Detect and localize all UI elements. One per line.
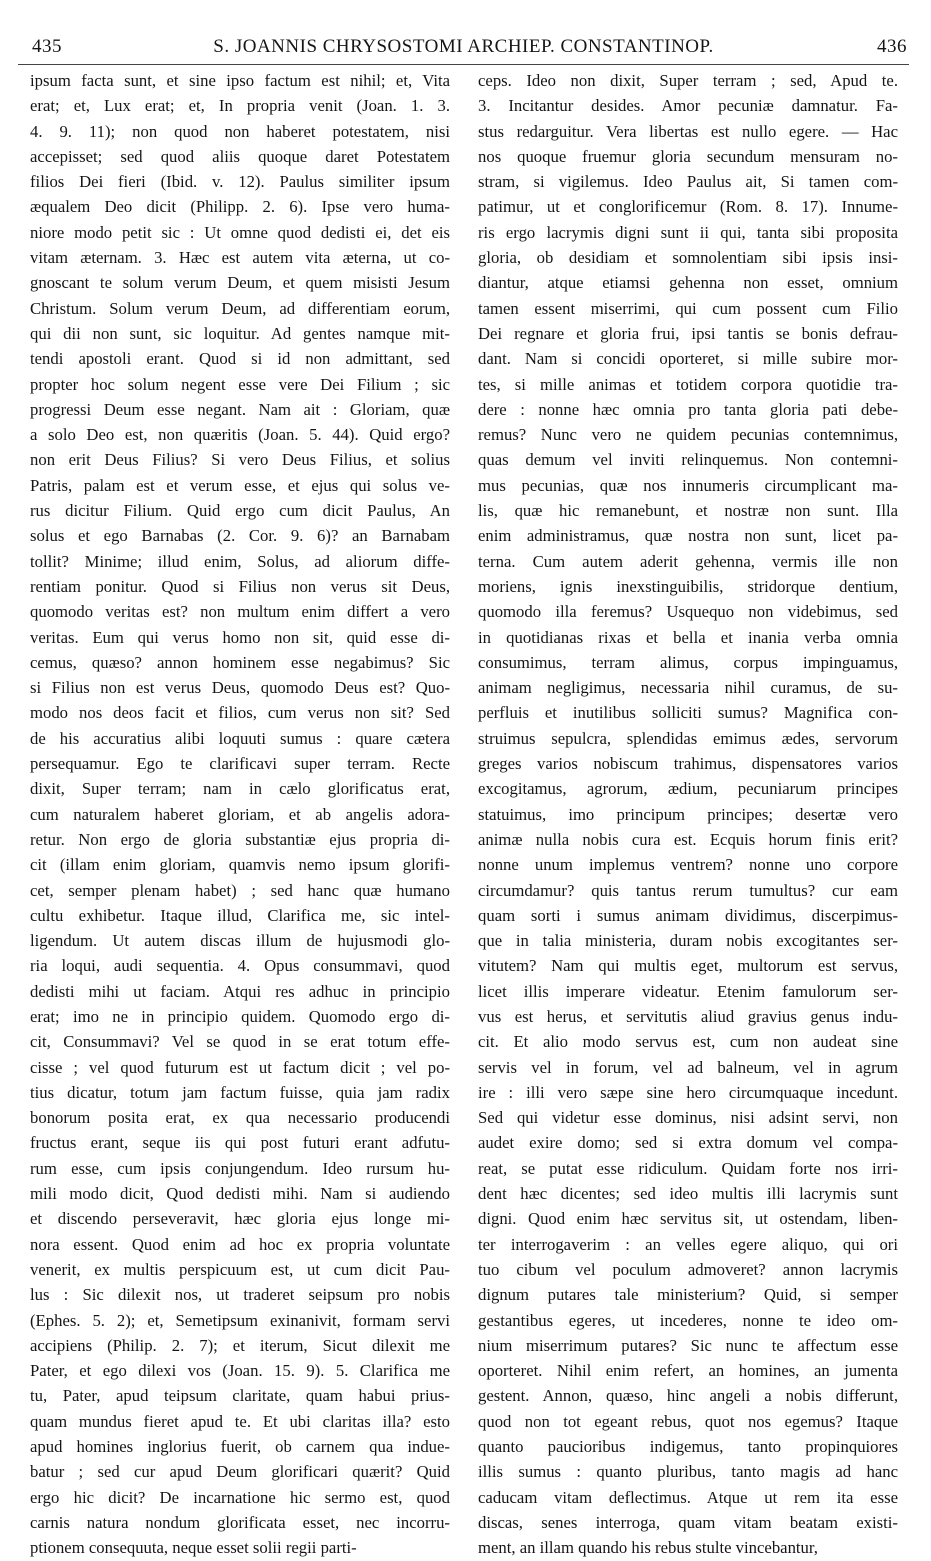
text-line: remus? Nunc vero ne quidem pecunias contemnimus, bbox=[478, 425, 898, 445]
text-line: terna. Cum autem aderit gehenna, vermis ille non bbox=[478, 551, 898, 571]
text-line: cisse ; vel quod futurum est ut factum dicit ; vel po- bbox=[30, 1057, 450, 1077]
text-line: nos quoque fruemur gloria secundum mensuram no- bbox=[478, 146, 898, 166]
running-title: S. JOANNIS CHRYSOSTOMI ARCHIEP. CONSTANTINOP. bbox=[213, 36, 714, 57]
text-line: cum naturalem haberet gloriam, et ab angelis adora- bbox=[30, 804, 450, 824]
text-line: Patris, palam est et verum esse, et ejus qui solus ve- bbox=[30, 475, 450, 495]
text-line: bonorum posita erat, ex qua necessario producendi bbox=[30, 1108, 450, 1128]
text-line: rus dicitur Filium. Quid ergo cum dicit Paulus, An bbox=[30, 501, 450, 521]
text-line: statuimus, imo principum principes; desertæ vero bbox=[478, 804, 898, 824]
text-line: ceps. Ideo non dixit, Super terram ; sed, Apud te. bbox=[478, 71, 898, 90]
text-line: de his accuratius alibi loquuti sumus : quare cætera bbox=[30, 728, 450, 748]
text-line: solus et ego Barnabas (2. Cor. 9. 6)? an Barnabam bbox=[30, 526, 450, 546]
text-line: mus pecunias, quæ nos innumeris circumplicant ma- bbox=[478, 475, 898, 495]
text-line: æqualem Deo dicit (Philipp. 2. 6). Ipse vero huma- bbox=[30, 197, 450, 217]
page-number-left: 435 bbox=[32, 36, 62, 57]
text-line: nonne unum implemus ventrem? nonne uno corpore bbox=[478, 855, 898, 875]
text-line: cit (illam enim gloriam, quamvis nemo ipsum glorifi- bbox=[30, 855, 450, 875]
text-line: quam mundus fieret apud te. Et ubi claritas illa? esto bbox=[30, 1411, 450, 1431]
text-line: quod non tot egeant rebus, quot nos egemus? Itaque bbox=[478, 1411, 898, 1431]
text-line: (Ephes. 5. 2); et, Semetipsum exinanivit, formam servi bbox=[30, 1310, 450, 1330]
text-line: 3. Incitantur desides. Amor pecuniæ damnatur. Fa- bbox=[478, 96, 898, 116]
text-line: accepisset; sed quod aliis quoque daret Potestatem bbox=[30, 146, 450, 166]
text-line: circumdamur? quis tantus rerum tumultus? cur eam bbox=[478, 880, 898, 900]
text-line: Dei regnare et gloria frui, ipsi tantis se bonis defrau- bbox=[478, 323, 898, 343]
text-line: gestantibus egeres, ut incederes, nonne te ideo om- bbox=[478, 1310, 898, 1330]
text-line: animam negligimus, necessaria nihil curamus, de su- bbox=[478, 678, 898, 698]
text-line: et discendo perseveravit, hæc gloria ejus longe mi- bbox=[30, 1209, 450, 1229]
text-line: batur ; sed cur apud Deum glorificari quærit? Quid bbox=[30, 1462, 450, 1482]
text-line: oporteret. Nihil enim refert, an homines, an jumenta bbox=[478, 1361, 898, 1381]
text-line: ria loqui, audi sequentia. 4. Opus consummavi, quod bbox=[30, 956, 450, 976]
text-line: consumimus, terram alimus, corpus impinguamus, bbox=[478, 652, 898, 672]
text-line: tes, si mille animas et totidem corpora quotidie tra- bbox=[478, 374, 898, 394]
text-line: vus est herus, et servitutis aliud gravius genus indu- bbox=[478, 1006, 898, 1026]
text-line: dant. Nam si concidi oporteret, si mille subire mor- bbox=[478, 349, 898, 369]
text-line: ire : illi vero sæpe sine hero circumquaque incedunt. bbox=[478, 1082, 898, 1102]
text-line: persequamur. Ego te clarificavi super terram. Recte bbox=[30, 754, 450, 774]
text-line: ligendum. Ut autem discas illum de hujusmodi glo- bbox=[30, 931, 450, 951]
text-line: erat; et, Lux erat; et, In propria venit (Joan. 1. 3. bbox=[30, 96, 450, 116]
text-line: Sed qui videtur esse dominus, nisi adsint servi, non bbox=[478, 1108, 898, 1128]
text-line: qui dii non sunt, sic loquitur. Ad gentes namque mit- bbox=[30, 323, 450, 343]
text-line: diantur, atque etiamsi gehenna non esset, omnium bbox=[478, 273, 898, 293]
text-line: tuo cibum vel poculum admoveret? annon lacrymis bbox=[478, 1259, 898, 1279]
text-line: gnoscant te solum verum Deum, et quem misisti Jesum bbox=[30, 273, 450, 293]
text-line: ter interrogaverim : an velles egere aliquo, qui ori bbox=[478, 1234, 898, 1254]
text-line: ris ergo lacrymis digni sunt ii qui, tanta sibi proposita bbox=[478, 222, 898, 242]
text-line: audet exire domo; sed si extra domum vel compa- bbox=[478, 1133, 898, 1153]
text-line: lus : Sic dilexit nos, ut traderet seipsum pro nobis bbox=[30, 1285, 450, 1305]
right-text-column bbox=[478, 68, 898, 1561]
text-line: retur. Non ergo de gloria substantiæ ejus propria di- bbox=[30, 829, 450, 849]
text-line: fructus erant, seque iis qui post futuri erant adfutu- bbox=[30, 1133, 450, 1153]
text-line: tu, Pater, apud teipsum claritate, quam habui prius- bbox=[30, 1386, 450, 1406]
text-line: a solo Deo est, non quæritis (Joan. 5. 44). Quid ergo? bbox=[30, 425, 450, 445]
text-line: illis sumus : quanto pluribus, tanto magis ad hanc bbox=[478, 1462, 898, 1482]
text-line: rum esse, cum ipsis conjungendum. Ideo rursum hu- bbox=[30, 1158, 450, 1178]
text-line: veritas. Eum qui verus homo non sit, quid esse di- bbox=[30, 627, 450, 647]
text-line: cultu exhibetur. Itaque illud, Clarifica me, sic intel- bbox=[30, 905, 450, 925]
text-line: reat, se putat esse ridiculum. Quidam forte nos irri- bbox=[478, 1158, 898, 1178]
text-line: ipsum facta sunt, et sine ipso factum est nihil; et, Vita bbox=[30, 71, 450, 90]
text-line: digni. Quod enim hæc servitus sit, ut ostendam, liben- bbox=[478, 1209, 898, 1229]
text-line: animæ nulla nobis cura est. Ecquis horum finis erit? bbox=[478, 829, 898, 849]
text-line: modo nos deos facit et filios, cum verus non sit? Sed bbox=[30, 703, 450, 723]
text-line: in quotidianas rixas et bella et inania verba omnia bbox=[478, 627, 898, 647]
text-line: 4. 9. 11); non quod non haberet potestatem, nisi bbox=[30, 121, 450, 141]
text-line: quanto paucioribus indigemus, tanto propinquiores bbox=[478, 1437, 898, 1457]
text-line: dignum putares tale ministerium? Quid, si semper bbox=[478, 1285, 898, 1305]
text-line: vitam æternam. 3. Hæc est autem vita æterna, ut co- bbox=[30, 248, 450, 268]
text-line: erat; imo ne in principio quidem. Quomodo ergo di- bbox=[30, 1006, 450, 1026]
text-line: tamen essent miserrimi, qui cum possent cum Filio bbox=[478, 298, 898, 318]
text-line: cet, semper plenam habet) ; sed hanc quæ humano bbox=[30, 880, 450, 900]
text-line: patimur, ut et conglorificemur (Rom. 8. 17). Innume- bbox=[478, 197, 898, 217]
text-line: quam sorti i sumus animam dividimus, discerpimus- bbox=[478, 905, 898, 925]
text-line: accipiens (Philip. 2. 7); et iterum, Sicut dilexit me bbox=[30, 1335, 450, 1355]
text-line: non erit Deus Filius? Si vero Deus Filius, et solius bbox=[30, 450, 450, 470]
text-line: dere : nonne hæc omnia pro tanta gloria pati debe- bbox=[478, 399, 898, 419]
text-line: venerit, ex multis perspicuum est, ut cum dicit Pau- bbox=[30, 1259, 450, 1279]
text-line: greges varios nobiscum trahimus, dispensatores varios bbox=[478, 754, 898, 774]
text-line: stram, si vigilemus. Ideo Paulus ait, Si tamen com- bbox=[478, 172, 898, 192]
text-line: stus redarguitur. Vera libertas est nullo egere. — Hac bbox=[478, 121, 898, 141]
text-line: Christum. Solum verum Deum, ad differentiam eorum, bbox=[30, 298, 450, 318]
text-line: struimus sepulcra, splendidas emimus ædes, servorum bbox=[478, 728, 898, 748]
text-line: rentiam ponitur. Quod si Filius non verus sit Deus, bbox=[30, 576, 450, 596]
text-line: enim administramus, quæ nostra non sunt, licet pa- bbox=[478, 526, 898, 546]
text-line: dent hæc dicentes; sed ideo multis illi lacrymis sunt bbox=[478, 1184, 898, 1204]
text-line: apud homines inglorius fuerit, ob carnem qua indue- bbox=[30, 1437, 450, 1457]
text-line: Pater, et ego dilexi vos (Joan. 15. 9). 5. Clarifica me bbox=[30, 1361, 450, 1381]
text-line: quomodo veritas est? non multum enim differt a vero bbox=[30, 602, 450, 622]
text-line: ptionem consequuta, neque esset solii regii parti- bbox=[30, 1538, 357, 1558]
text-line: niore modo petit sic : Ut omne quod dedisti ei, det eis bbox=[30, 222, 450, 242]
text-line: mili modo dicit, Quod dedisti mihi. Nam si audiendo bbox=[30, 1184, 450, 1204]
left-text-column bbox=[30, 68, 450, 1561]
text-line: discas, senes interroga, quam vitam beatam existi- bbox=[478, 1512, 898, 1532]
text-line: servis vel in forum, vel ad balneum, vel in agrum bbox=[478, 1057, 898, 1077]
text-line: tius dicatur, totum jam factum fuisse, quia jam radix bbox=[30, 1082, 450, 1102]
text-line: dedisti mihi ut faciam. Atqui res adhuc in principio bbox=[30, 981, 450, 1001]
text-line: tendi apostoli erant. Quod si id non admittant, sed bbox=[30, 349, 450, 369]
text-line: perfluis et inutilibus solliciti sumus? Magnifica con- bbox=[478, 703, 898, 723]
text-line: caducam vitam deflectimus. Atque ut rem ita esse bbox=[478, 1487, 898, 1507]
text-line: ment, an illam quando his rebus stulte vincebantur, bbox=[478, 1538, 818, 1558]
text-line: licet illis imperare videatur. Etenim famulorum ser- bbox=[478, 981, 898, 1001]
text-line: cemus, quæso? annon hominem esse negabimus? Sic bbox=[30, 652, 450, 672]
text-line: gloria, ob desidiam et somnolentiam sibi ipsis insi- bbox=[478, 248, 898, 268]
text-line: si Filius non est verus Deus, quomodo Deus est? Quo- bbox=[30, 678, 450, 698]
text-line: cit, Consummavi? Vel se quod in se erat totum effe- bbox=[30, 1032, 450, 1052]
text-line: nium miserrimum putares? Sic nunc te affectum esse bbox=[478, 1335, 898, 1355]
text-line: moriens, ignis inexstinguibilis, stridorque dentium, bbox=[478, 576, 898, 596]
running-header bbox=[18, 34, 909, 65]
text-line: cit. Et alio modo servus est, cum non audeat sine bbox=[478, 1032, 898, 1052]
text-line: excogitamus, agrorum, ædium, pecuniarum principes bbox=[478, 779, 898, 799]
text-line: lis, quæ hic remanebunt, et nostræ non sunt. Illa bbox=[478, 501, 898, 521]
text-line: quomodo illa feremus? Usquequo non videbimus, sed bbox=[478, 602, 898, 622]
text-line: progressi Deum esse negant. Nam ait : Gloriam, quæ bbox=[30, 399, 450, 419]
text-line: filios Dei fieri (Ibid. v. 12). Paulus similiter ipsum bbox=[30, 172, 450, 192]
text-line: ergo hic dicit? De incarnatione hic sermo est, quod bbox=[30, 1487, 450, 1507]
text-line: propter hoc solum negent esse vere Dei Filium ; sic bbox=[30, 374, 450, 394]
text-line: quas demum vel inviti relinquemus. Non contemni- bbox=[478, 450, 898, 470]
text-line: tollit? Minime; illud enim, Solus, ad aliorum diffe- bbox=[30, 551, 450, 571]
text-line: vitutem? Nam qui multis eget, multorum est servus, bbox=[478, 956, 898, 976]
text-line: nora essent. Quod enim ad hoc ex propria voluntate bbox=[30, 1234, 450, 1254]
text-line: carnis natura nondum glorificata esset, nec incorru- bbox=[30, 1512, 450, 1532]
text-line: dixit, Super terram; nam in cælo glorificatus erat, bbox=[30, 779, 450, 799]
text-line: gestent. Annon, quæso, hinc angeli a nobis differunt, bbox=[478, 1386, 898, 1406]
page-number-right: 436 bbox=[877, 36, 907, 57]
text-line: que in talia ministeria, duram nobis excogitantes ser- bbox=[478, 931, 898, 951]
